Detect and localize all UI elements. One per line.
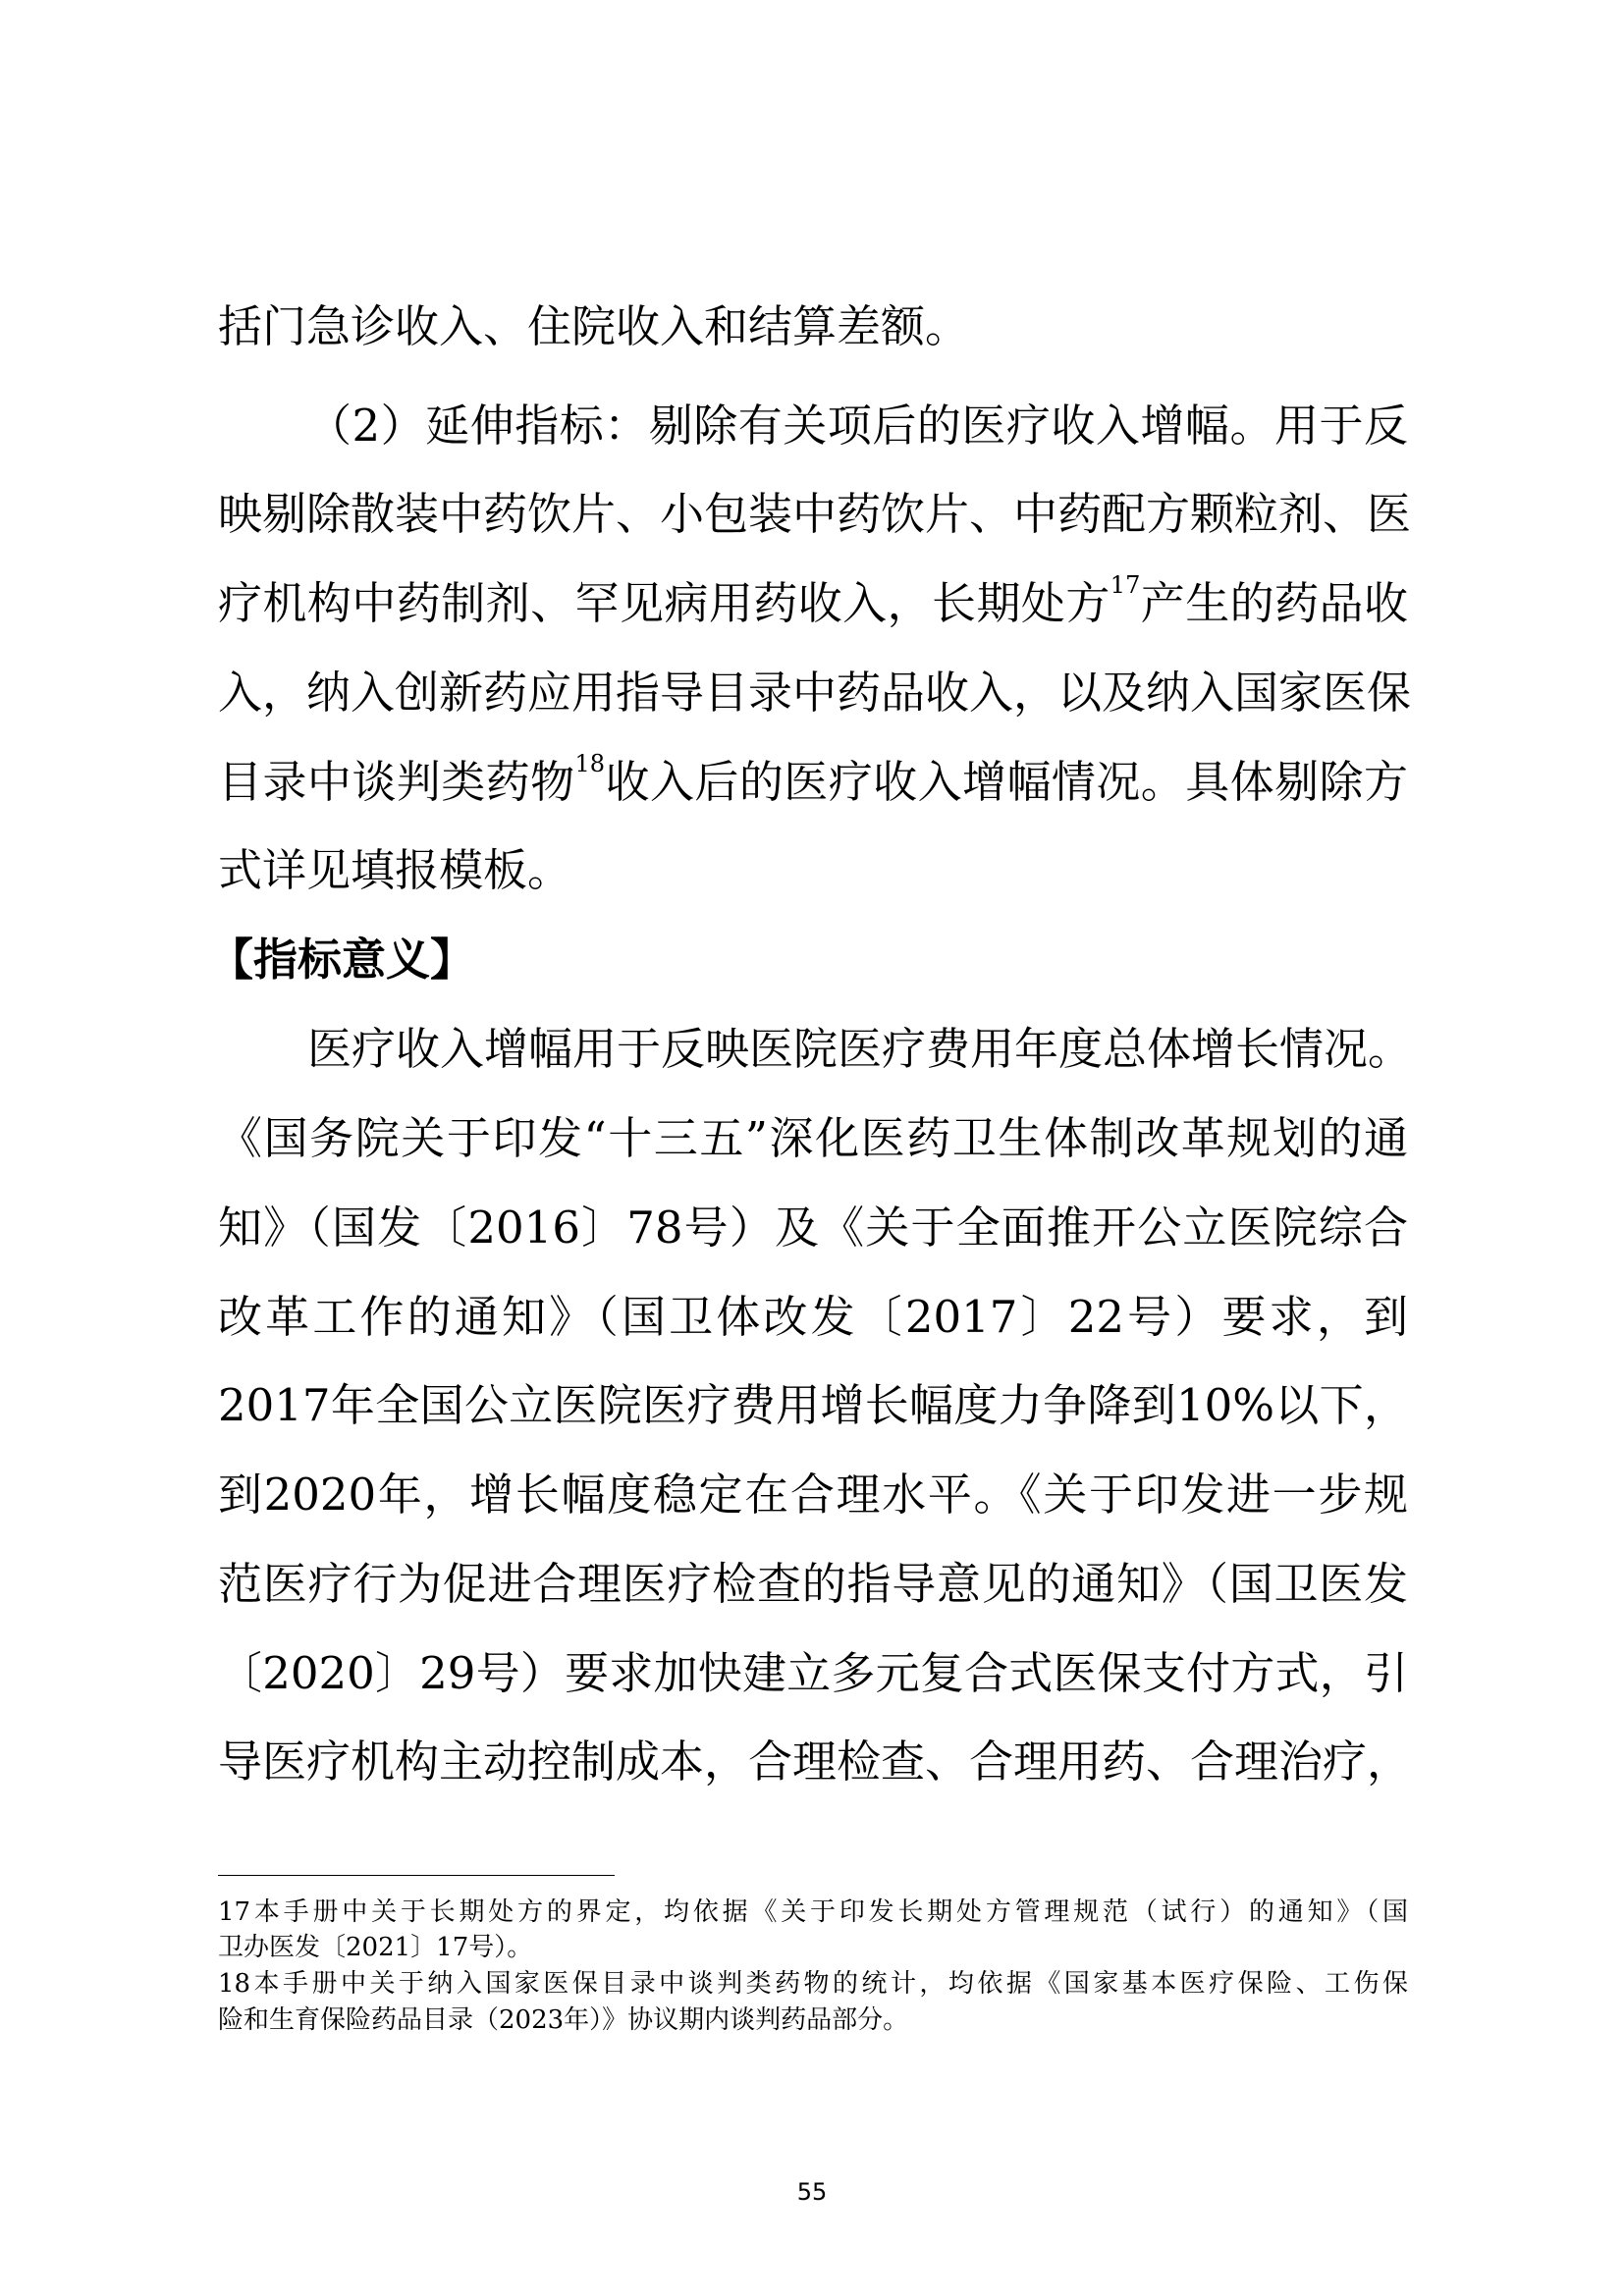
body-line-4-part-a: 疗机构中药制剂、罕见病用药收入，长期处方 (218, 577, 1110, 629)
significance-line-9: 导医疗机构主动控制成本，合理检查、合理用药、合理治疗， (218, 1735, 1412, 1788)
significance-line-7: 范医疗行为促进合理医疗检查的指导意见的通知》（国卫医发 (218, 1558, 1408, 1610)
body-line-4 (218, 571, 1408, 633)
body-line-5: 入，纳入创新药应用指导目录中药品收入，以及纳入国家医保 (218, 667, 1412, 719)
page-number: 55 (796, 2178, 828, 2206)
significance-line-1: 医疗收入增幅用于反映医院医疗费用年度总体增长情况。 (307, 1023, 1413, 1075)
significance-line-3: 知》（国发〔2016〕78号）及《关于全面推开公立医院综合 (218, 1201, 1408, 1254)
footnote-18-line-2: 险和生育保险药品目录（2023年）》协议期内谈判药品部分。 (218, 2005, 909, 2035)
footnote-17-line-1: 17本手册中关于长期处方的界定，均依据《关于印发长期处方管理规范（试行）的通知》（国 (218, 1897, 1408, 1927)
body-line-4-part-b: 产生的药品收 (1140, 577, 1408, 629)
body-line-7: 式详见填报模板。 (218, 844, 572, 896)
footnote-17-line-2: 卫办医发〔2021〕17号）。 (218, 1933, 533, 1962)
footnote-separator (218, 1875, 615, 1876)
significance-line-4: 改革工作的通知》（国卫体改发〔2017〕22号）要求，到 (218, 1291, 1408, 1343)
footnote-18-line-1: 18本手册中关于纳入国家医保目录中谈判类药物的统计，均依据《国家基本医疗保险、工伤保 (218, 1969, 1408, 1999)
body-line-6 (218, 750, 1408, 812)
significance-line-8: 〔2020〕29号）要求加快建立多元复合式医保支付方式，引 (218, 1647, 1408, 1699)
body-line-2: （2）延伸指标：剔除有关项后的医疗收入增幅。用于反 (307, 400, 1408, 452)
body-line-3: 映剔除散装中药饮片、小包装中药饮片、中药配方颗粒剂、医 (218, 488, 1412, 540)
section-heading: 【指标意义】 (209, 934, 475, 986)
body-line-6-part-b: 收入后的医疗收入增幅情况。具体剔除方 (605, 756, 1408, 808)
body-line-6-part-a: 目录中谈判类药物 (218, 756, 575, 808)
footnote-ref-17: 17 (1110, 571, 1141, 599)
significance-line-6: 到2020年，增长幅度稳定在合理水平。《关于印发进一步规 (218, 1468, 1408, 1521)
footnote-ref-18: 18 (574, 750, 606, 777)
body-line-1: 括门急诊收入、住院收入和结算差额。 (218, 300, 970, 352)
significance-line-2: 《国务院关于印发“十三五”深化医药卫生体制改革规划的通 (218, 1112, 1408, 1164)
significance-line-5: 2017年全国公立医院医疗费用增长幅度力争降到10%以下， (218, 1379, 1408, 1431)
